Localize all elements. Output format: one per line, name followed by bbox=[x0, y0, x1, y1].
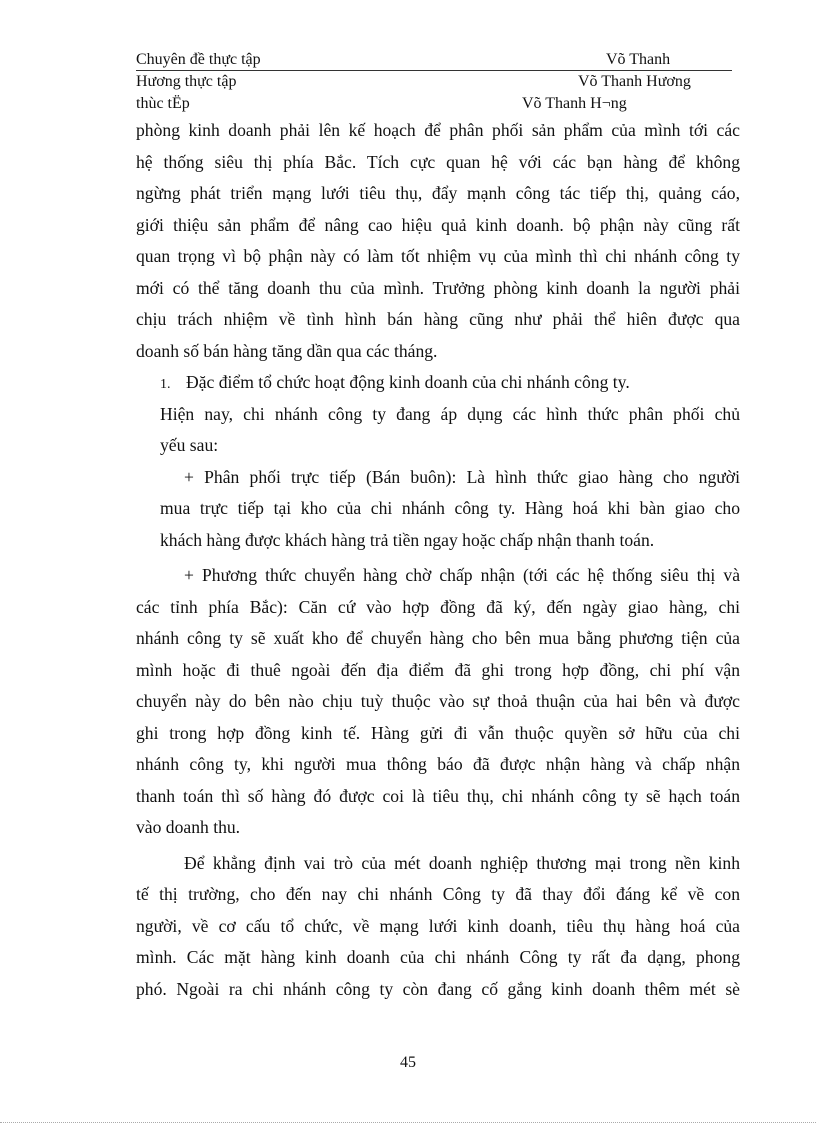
text-line: thanh toán thì số hàng đó được coi là tiêu thụ, chi nhánh công ty sẽ hạch toán bbox=[136, 785, 740, 806]
text-line: mình. Các mặt hàng kinh doanh của chi nhánh Công ty rất đa dạng, phong bbox=[136, 947, 740, 967]
text-line: Để khẳng định vai trò của mét doanh nghiệp thương mại trong nền kinh bbox=[184, 852, 740, 873]
paragraph-2 bbox=[136, 399, 740, 462]
text-line: Hiện nay, chi nhánh công ty đang áp dụng các hình thức phân phối chủ bbox=[160, 403, 740, 424]
text-line: doanh số bán hàng tăng dần qua các tháng. bbox=[136, 340, 438, 361]
paragraph-5 bbox=[136, 848, 740, 1006]
header-left-3: thùc tËp bbox=[136, 95, 190, 112]
text-line: phó. Ngoài ra chi nhánh công ty còn đang cố gắng kinh doanh thêm mét sè bbox=[136, 978, 740, 999]
text-line: + Phân phối trực tiếp (Bán buôn): Là hình thức giao hàng cho người bbox=[184, 466, 740, 487]
text-line: chuyển này do bên nào chịu tuỳ thuộc vào sự thoả thuận của hai bên và được bbox=[136, 691, 740, 711]
paragraph-1 bbox=[136, 115, 740, 367]
text-line: yếu sau: bbox=[160, 435, 219, 455]
page-number: 45 bbox=[400, 1054, 416, 1071]
text-line: khách hàng được khách hàng trả tiền ngay hoặc chấp nhận thanh toán. bbox=[160, 529, 655, 550]
paragraph-4 bbox=[136, 560, 740, 844]
text-line: các tỉnh phía Bắc): Căn cứ vào hợp đồng đã ký, đến ngày giao hàng, chi bbox=[136, 596, 740, 617]
header-left-2: Hương thực tập bbox=[136, 73, 237, 90]
text-line: + Phương thức chuyển hàng chờ chấp nhận (tới các hệ thống siêu thị và bbox=[184, 565, 740, 585]
header-right-1: Võ Thanh bbox=[606, 51, 671, 68]
document-body bbox=[136, 115, 740, 1005]
text-line: mới có thể tăng doanh thu của mình. Trưởng phòng kinh doanh la người phải bbox=[136, 277, 740, 298]
text-line: chịu trách nhiệm về tình hình bán hàng cũng như phải thể hiên được qua bbox=[136, 309, 740, 329]
text-line: ghi trong hợp đồng kinh tế. Hàng gửi đi vẫn thuộc quyền sở hữu của chi bbox=[136, 722, 740, 743]
paragraph-3 bbox=[136, 462, 740, 557]
text-line: tế thị trường, cho đến nay chi nhánh Công ty đã thay đổi đáng kể về con bbox=[136, 884, 740, 904]
heading-text: Đặc điểm tổ chức hoạt động kinh doanh của chi nhánh công ty. bbox=[186, 372, 630, 392]
heading-number: 1. bbox=[160, 377, 171, 392]
text-line: mua trực tiếp tại kho của chi nhánh công ty. Hàng hoá khi bàn giao cho bbox=[160, 498, 740, 518]
header-right-3: Võ Thanh H¬ng bbox=[522, 95, 627, 112]
text-line: nhánh công ty, khi người mua thông báo đã được nhận hàng và chấp nhận bbox=[136, 754, 740, 774]
text-line: mình hoặc đi thuê ngoài đến địa điểm đã ghi trong hợp đồng, chi phí vận bbox=[136, 659, 740, 680]
text-line: giới thiệu sản phẩm để nâng cao hiệu quả kinh doanh. bộ phận này cũng rất bbox=[136, 214, 740, 235]
section-heading bbox=[136, 367, 740, 399]
header-right-2: Võ Thanh Hương bbox=[578, 73, 691, 90]
text-line: quan trọng vì bộ phận này có làm tốt nhiệm vụ của mình thì chi nhánh công ty bbox=[136, 246, 740, 266]
text-line: vào doanh thu. bbox=[136, 817, 241, 837]
text-line: nhánh công ty sẽ xuất kho để chuyển hàng cho bên mua bằng phương tiện của bbox=[136, 628, 740, 648]
text-line: người, về cơ cấu tổ chức, về mạng lưới kinh doanh, tiêu thụ hàng hoá của bbox=[136, 915, 740, 936]
header-rule bbox=[136, 70, 732, 71]
text-line: ngừng phát triển mạng lưới tiêu thụ, đẩy mạnh công tác tiếp thị, quảng cáo, bbox=[136, 183, 740, 203]
header-left-1: Chuyên đề thực tập bbox=[136, 51, 261, 68]
text-line: phòng kinh doanh phải lên kế hoạch để phân phối sản phẩm của mình tới các bbox=[136, 120, 740, 140]
text-line: hệ thống siêu thị phía Bắc. Tích cực quan hệ với các bạn hàng để không bbox=[136, 151, 740, 172]
